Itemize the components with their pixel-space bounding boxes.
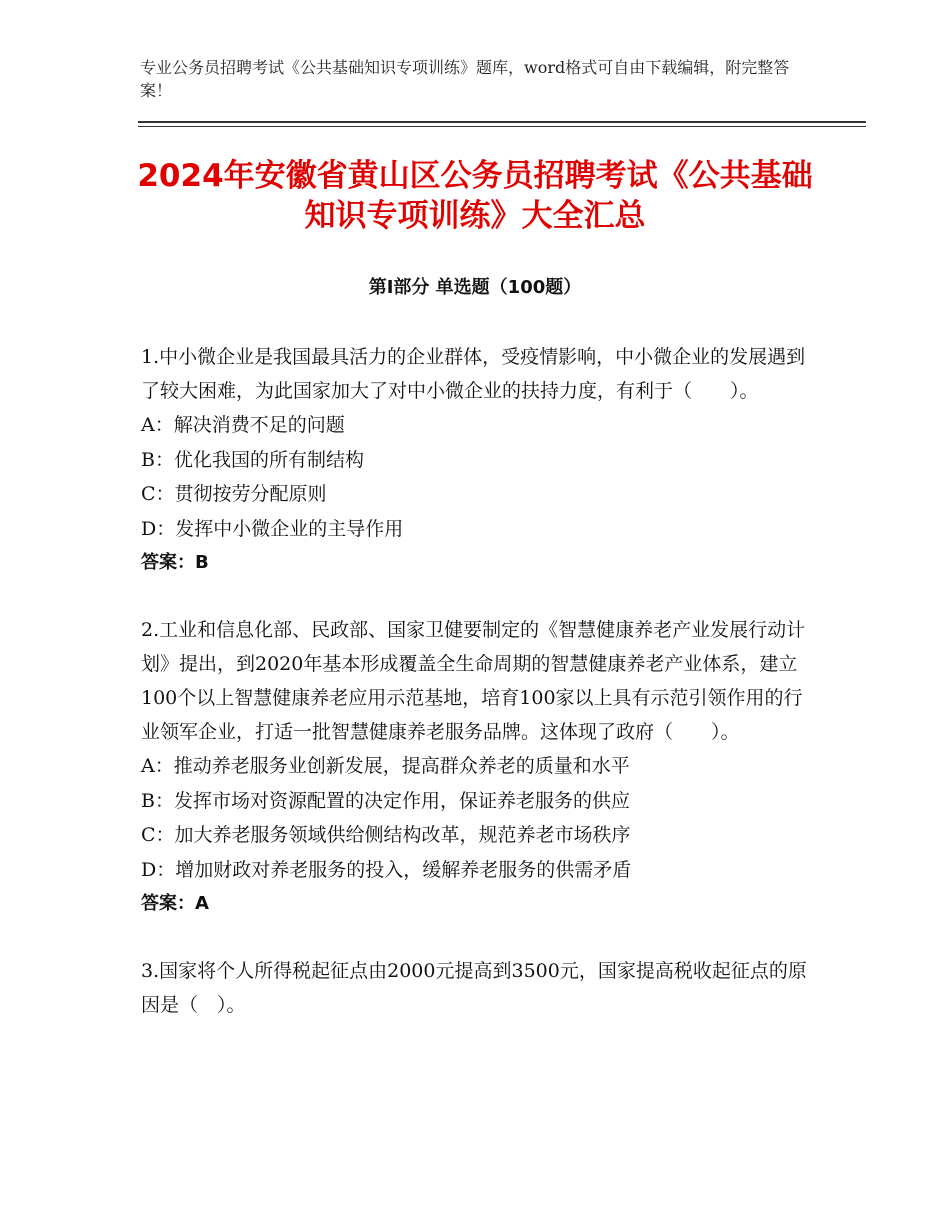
answer: 答案：B (141, 552, 209, 573)
option-a: A：推动养老服务业创新发展，提高群众养老的质量和水平 (141, 755, 630, 777)
option-c: C：加大养老服务领域供给侧结构改革，规范养老市场秩序 (141, 824, 631, 846)
option-b: B：优化我国的所有制结构 (141, 448, 364, 471)
option-a: A：解决消费不足的问题 (141, 414, 345, 436)
header-rule-thin (138, 126, 866, 127)
option-c: C：贯彻按劳分配原则 (141, 483, 327, 505)
question-2 (141, 613, 811, 921)
option-d: D：增加财政对养老服务的投入，缓解养老服务的供需矛盾 (141, 858, 632, 881)
question-1 (141, 340, 811, 580)
option-d: D：发挥中小微企业的主导作用 (141, 517, 404, 540)
question-stem: 1.中小微企业是我国最具活力的企业群体，受疫情影响，中小微企业的发展遇到了较大困难，为此国家加大了对中小微企业的扶持力度，有利于（ ）。 (141, 346, 806, 402)
question-stem: 2.工业和信息化部、民政部、国家卫健要制定的《智慧健康养老产业发展行动计划》提出，到2020年基本形成覆盖全生命周期的智慧健康养老产业体系，建立100个以上智慧健康养老应用示范基地，培育100家以上具有示范引领作用的行业领军企业，打适一批智慧健康养老服务品牌。这体现了政府（ ）。 (141, 619, 806, 743)
answer: 答案：A (141, 893, 209, 914)
document-title: 2024年安徽省黄山区公务员招聘考试《公共基础知识专项训练》大全汇总 (137, 158, 813, 234)
section-title: 第Ⅰ部分 单选题（100题） (368, 277, 582, 298)
question-stem: 3.国家将个人所得税起征点由2000元提高到3500元，国家提高税收起征点的原因是（ ）。 (141, 960, 807, 1016)
option-b: B：发挥市场对资源配置的决定作用，保证养老服务的供应 (141, 789, 630, 812)
question-3 (141, 954, 811, 1022)
header-note: 专业公务员招聘考试《公共基础知识专项训练》题库，word格式可自由下载编辑，附完整答案！ (140, 58, 790, 100)
question-list (141, 340, 811, 1055)
header-rule-thick (138, 121, 866, 123)
